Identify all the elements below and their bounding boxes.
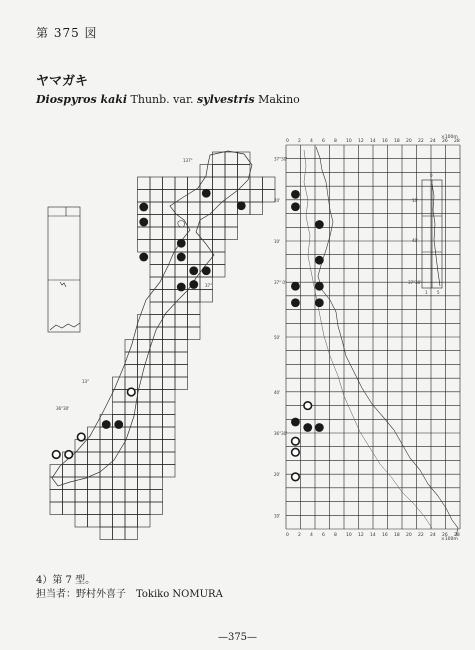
transect-dot-open <box>292 473 300 481</box>
transect-y-label: 10' <box>274 239 281 244</box>
map-grid-cell <box>138 390 151 403</box>
map-grid-cell <box>163 465 176 478</box>
species-name-japanese: ヤマガキ <box>36 74 89 89</box>
transect-elevation-profile <box>316 147 458 536</box>
map-grid-cell <box>163 277 176 290</box>
transect-top-tick: 14 <box>370 139 376 144</box>
map-grid-cell <box>250 177 263 190</box>
transect-dot-open <box>292 437 300 445</box>
transect-bottom-tick: 28 <box>454 533 460 538</box>
map-grid-cell <box>100 477 113 490</box>
map-grid-cell <box>150 327 163 340</box>
map-grid-cell <box>150 190 163 203</box>
map-grid-cell <box>163 240 176 253</box>
inset-label-5: 5 <box>437 290 440 295</box>
occurrence-dot-filled <box>177 253 186 262</box>
map-grid-cell <box>138 365 151 378</box>
map-grid-cell <box>150 290 163 303</box>
map-grid-cell <box>213 227 226 240</box>
map-grid-cell <box>63 490 76 503</box>
map-grid-cell <box>163 440 176 453</box>
map-grid-cell <box>263 177 276 190</box>
map-grid-cell <box>150 302 163 315</box>
map-grid-cell <box>150 477 163 490</box>
map-label-137: 137° <box>183 158 193 163</box>
map-grid-cell <box>188 315 201 328</box>
map-grid-cell <box>175 377 188 390</box>
map-grid-cell <box>113 490 126 503</box>
map-grid-cell <box>238 190 251 203</box>
transect-dot-filled <box>315 423 324 432</box>
map-label-36-30: 36°30' <box>56 406 70 411</box>
map-grid-cell <box>88 465 101 478</box>
transect-dot-filled <box>291 282 300 291</box>
map-grid-cell <box>138 315 151 328</box>
map-grid-cell <box>213 252 226 265</box>
map-grid-cell <box>163 190 176 203</box>
map-grid-cell <box>150 265 163 278</box>
map-grid-cell <box>113 502 126 515</box>
transect-top-axis <box>286 138 460 144</box>
map-grid-cell <box>150 440 163 453</box>
map-grid-cell <box>138 427 151 440</box>
map-grid-cell <box>150 465 163 478</box>
map-grid-cell <box>188 202 201 215</box>
inset-label-1: 1 <box>425 290 428 295</box>
map-grid-cell <box>225 177 238 190</box>
map-grid-cell <box>188 252 201 265</box>
map-grid-cell <box>175 327 188 340</box>
map-label-13: 13° <box>82 379 90 384</box>
map-grid-cell <box>163 265 176 278</box>
map-grid-cell <box>113 465 126 478</box>
map-grid-cell <box>213 190 226 203</box>
map-grid-cell <box>175 302 188 315</box>
map-grid-cell <box>188 240 201 253</box>
left-profile-box <box>48 207 80 332</box>
map-grid-cell <box>163 390 176 403</box>
map-grid-cell <box>163 340 176 353</box>
map-grid-cell <box>150 352 163 365</box>
occurrence-dot-filled <box>189 280 198 289</box>
map-grid-cell <box>163 377 176 390</box>
map-grid-cell <box>200 252 213 265</box>
transect-dot-filled <box>315 220 324 229</box>
inset-label-40: 40' <box>412 238 419 243</box>
transect-top-tick: 10 <box>346 139 352 144</box>
map-grid-cell <box>138 227 151 240</box>
transect-y-label: 50' <box>274 335 281 340</box>
map-grid-cell <box>213 240 226 253</box>
transect-bottom-tick: 12 <box>358 533 364 538</box>
map-grid-cell <box>150 490 163 503</box>
map-grid-cell <box>113 402 126 415</box>
map-grid-cell <box>100 515 113 528</box>
map-grid-cell <box>75 515 88 528</box>
map-grid-cell <box>138 340 151 353</box>
map-grid-cell <box>175 352 188 365</box>
map-grid-cell <box>175 227 188 240</box>
map-grid-cell <box>163 402 176 415</box>
map-coastline-islet <box>178 221 185 228</box>
map-grid-cell <box>88 477 101 490</box>
latin-author: Thunb. var. <box>127 93 197 106</box>
map-grid-cell <box>238 165 251 178</box>
map-grid-cell <box>213 265 226 278</box>
transect-top-unit: ×100m <box>441 135 458 140</box>
map-grid-cell <box>88 502 101 515</box>
transect-top-tick: 0 <box>286 139 289 144</box>
transect-top-tick: 22 <box>418 139 424 144</box>
page-number: —375— <box>217 632 258 643</box>
transect-dot-filled <box>291 202 300 211</box>
map-grid-cell <box>200 202 213 215</box>
transect-dot-filled <box>291 190 300 199</box>
right-inset-box <box>422 180 442 288</box>
transect-bottom-tick: 18 <box>394 533 400 538</box>
map-grid-cell <box>200 177 213 190</box>
transect-bottom-tick: 6 <box>322 533 325 538</box>
map-grid-cell <box>113 515 126 528</box>
transect-y-label: 36°30' <box>274 431 288 436</box>
map-grid-cell <box>88 452 101 465</box>
map-grid-cell <box>150 215 163 228</box>
map-grid-cell <box>225 227 238 240</box>
map-grid-cell <box>50 490 63 503</box>
map-grid-cell <box>63 477 76 490</box>
map-grid-cell <box>188 302 201 315</box>
map-grid-cell <box>50 465 63 478</box>
map-grid-cell <box>250 202 263 215</box>
map-grid-cell <box>163 415 176 428</box>
map-grid-cell <box>125 527 138 540</box>
transect-top-tick: 28 <box>454 139 460 144</box>
map-grid-cell <box>50 502 63 515</box>
map-grid-cell <box>163 302 176 315</box>
map-grid-cell <box>75 490 88 503</box>
map-grid-cell <box>138 452 151 465</box>
occurrence-dot-filled <box>114 420 123 429</box>
occurrence-dot-open <box>52 451 60 459</box>
transect-occurrence-dots <box>291 190 324 481</box>
footnote-type: 4）第 7 型。 <box>36 575 96 586</box>
map-grid-cell <box>100 502 113 515</box>
map-grid-cell <box>125 365 138 378</box>
map-grid-cell <box>150 452 163 465</box>
map-grid-cell <box>88 440 101 453</box>
map-grid-cell <box>175 340 188 353</box>
map-grid-cell <box>113 477 126 490</box>
occurrence-dot-filled <box>177 239 186 248</box>
map-grid-cell <box>163 327 176 340</box>
map-grid-cell <box>188 327 201 340</box>
map-grid-cell <box>225 202 238 215</box>
transect-bottom-tick: 24 <box>430 533 436 538</box>
map-grid-cell <box>150 177 163 190</box>
map-grid-cell <box>125 452 138 465</box>
transect-top-tick: 18 <box>394 139 400 144</box>
map-grid-cell <box>150 240 163 253</box>
transect-y-label: 37°30' <box>274 156 288 162</box>
map-grid-cell <box>163 427 176 440</box>
transect-top-tick: 6 <box>322 139 325 144</box>
transect-y-label: 37° 0' <box>274 280 287 286</box>
map-grid-cell <box>175 177 188 190</box>
map-grid-cell <box>63 465 76 478</box>
transect-dot-filled <box>291 298 300 307</box>
map-grid-cell <box>138 440 151 453</box>
transect-bottom-tick: 8 <box>334 533 337 538</box>
occurrence-dot-open <box>77 433 85 441</box>
inset-label-0: 0 <box>430 173 433 178</box>
map-grid-cell <box>125 502 138 515</box>
map-grid-cell <box>163 352 176 365</box>
transect-y-labels <box>274 157 287 519</box>
map-grid-cell <box>200 227 213 240</box>
map-grid-cell <box>138 490 151 503</box>
map-grid-cell <box>75 452 88 465</box>
transect-bottom-tick: 0 <box>286 533 289 538</box>
map-grid-cell <box>100 490 113 503</box>
map-grid-cell <box>163 227 176 240</box>
map-grid-cell <box>113 452 126 465</box>
map-grid-cell <box>138 415 151 428</box>
occurrence-dot-open <box>127 388 135 396</box>
map-grid-cell <box>88 515 101 528</box>
occurrence-dot-filled <box>237 201 246 210</box>
map-grid-cell <box>175 315 188 328</box>
transect-dot-filled <box>303 423 312 432</box>
occurrence-dot-filled <box>202 189 211 198</box>
map-grid-cell <box>138 477 151 490</box>
transect-bottom-tick: 22 <box>418 533 424 538</box>
map-grid-cell <box>163 290 176 303</box>
transect-dot-filled <box>315 256 324 265</box>
map-grid-cell <box>175 265 188 278</box>
map-grid-cell <box>163 452 176 465</box>
transect-top-tick: 16 <box>382 139 388 144</box>
transect-bottom-tick: 2 <box>298 533 301 538</box>
transect-top-tick: 4 <box>310 139 313 144</box>
transect-bottom-tick: 26 <box>442 533 448 538</box>
occurrence-dot-filled <box>102 420 111 429</box>
map-grid-cell <box>150 427 163 440</box>
map-grid-cell <box>250 190 263 203</box>
map-grid-cell <box>163 177 176 190</box>
map-label-37: 37° <box>205 283 213 288</box>
occurrence-dot-filled <box>177 283 186 292</box>
transect-bottom-tick: 10 <box>346 533 352 538</box>
transect-bottom-tick: 16 <box>382 533 388 538</box>
map-grid-cell <box>75 465 88 478</box>
transect-y-label: 10' <box>274 513 281 519</box>
transect-y-label: 40' <box>274 389 281 395</box>
map-grid-cell <box>125 477 138 490</box>
transect-y-label: 20' <box>274 197 281 203</box>
transect-bottom-unit: ×100m <box>441 537 458 542</box>
transect-grid <box>286 145 460 529</box>
map-grid-cell <box>213 165 226 178</box>
latin-genus-species: Diospyros kaki <box>36 93 128 106</box>
map-grid-cell <box>138 177 151 190</box>
transect-dot-filled <box>291 418 300 427</box>
transect-bottom-tick: 4 <box>310 533 313 538</box>
map-grid-cell <box>150 502 163 515</box>
transect-top-tick: 8 <box>334 139 337 144</box>
transect-dot-filled <box>315 298 324 307</box>
occurrence-dot-filled <box>139 203 148 212</box>
map-grid-cell <box>175 365 188 378</box>
map-grid-cell <box>125 465 138 478</box>
transect-bottom-tick: 14 <box>370 533 376 538</box>
map-grid-cell <box>125 440 138 453</box>
map-grid-cell <box>150 415 163 428</box>
transect-top-tick: 20 <box>406 139 412 144</box>
map-grid-cell <box>175 202 188 215</box>
map-grid-cell <box>163 215 176 228</box>
map-grid-cell <box>138 465 151 478</box>
map-grid-cell <box>113 527 126 540</box>
transect-top-tick: 2 <box>298 139 301 144</box>
map-grid-cell <box>113 390 126 403</box>
map-grid-cell <box>138 502 151 515</box>
map-grid-cell <box>188 290 201 303</box>
footnote-person: 担当者：野村外喜子 Tokiko NOMURA <box>36 589 223 600</box>
occurrence-dot-filled <box>189 266 198 275</box>
map-grid-cell <box>138 515 151 528</box>
map-grid-cell <box>63 502 76 515</box>
transect-bottom-axis <box>286 532 460 538</box>
map-grid-cell <box>225 152 238 165</box>
transect-elevation-profile-2 <box>304 150 432 528</box>
transect-bottom-tick: 20 <box>406 533 412 538</box>
map-grid-cell <box>88 490 101 503</box>
map-grid-cell <box>150 202 163 215</box>
map-grid-cell <box>225 215 238 228</box>
inset-label-37-30: 37°30' <box>408 280 422 285</box>
map-grid-cell <box>225 165 238 178</box>
occurrence-dot-filled <box>139 218 148 227</box>
map-grid-cell <box>138 327 151 340</box>
map-grid-cell <box>213 215 226 228</box>
map-grid-cell <box>125 515 138 528</box>
map-occurrence-dots <box>52 189 245 458</box>
transect-dot-open <box>304 402 312 410</box>
map-grid-cell <box>100 527 113 540</box>
map-grid-cell <box>150 227 163 240</box>
map-grid-cell <box>150 365 163 378</box>
map-grid-cell <box>150 390 163 403</box>
occurrence-dot-open <box>65 451 73 459</box>
map-grid-cell <box>100 440 113 453</box>
map-grid-cell <box>138 190 151 203</box>
map-grid-cell <box>138 240 151 253</box>
map-grid-cell <box>213 202 226 215</box>
latin-variety-author: Makino <box>254 93 300 106</box>
map-grid-cell <box>150 277 163 290</box>
transect-dot-open <box>292 448 300 456</box>
latin-variety: sylvestris <box>196 93 255 106</box>
transect-top-tick: 26 <box>442 139 448 144</box>
map-grid-cell <box>163 365 176 378</box>
inset-label-10: 10' <box>412 198 419 203</box>
transect-y-label: 20' <box>274 472 281 478</box>
transect-top-tick: 24 <box>430 139 436 144</box>
transect-dot-filled <box>315 282 324 291</box>
map-grid-cell <box>200 290 213 303</box>
figure-number: 第 375 図 <box>36 26 98 40</box>
map-grid-cell <box>113 440 126 453</box>
transect-top-tick: 12 <box>358 139 364 144</box>
map-grid-cell <box>188 190 201 203</box>
map-grid-cell <box>125 490 138 503</box>
occurrence-dot-filled <box>202 266 211 275</box>
map-grid-cell <box>150 377 163 390</box>
map-grid-cell <box>213 177 226 190</box>
map-grid-cell <box>150 315 163 328</box>
map-grid-cell <box>150 402 163 415</box>
map-grid-cell <box>150 252 163 265</box>
map-grid-cell <box>138 402 151 415</box>
map-grid-cell <box>75 502 88 515</box>
occurrence-dot-filled <box>139 253 148 262</box>
